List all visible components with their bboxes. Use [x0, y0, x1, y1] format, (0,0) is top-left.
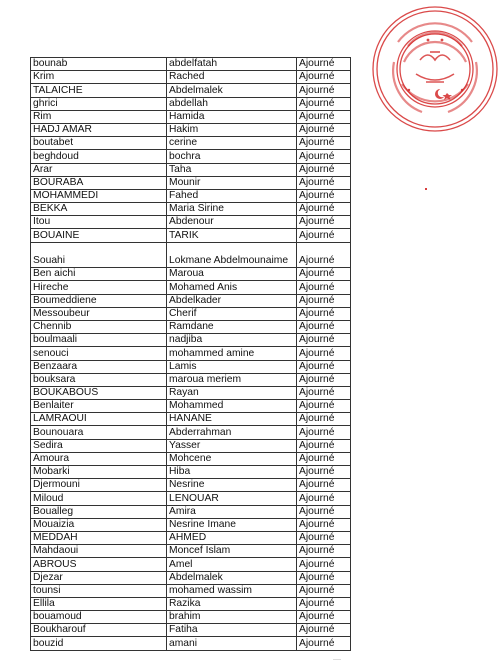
last-name-cell: senouci: [31, 347, 167, 360]
last-name-cell: Djezar: [31, 571, 167, 584]
last-name-cell: Benlaiter: [31, 400, 167, 413]
first-name-cell: Abderrahman: [167, 426, 297, 439]
table-row: [31, 413, 351, 426]
first-name-cell: Razika: [167, 597, 297, 610]
first-name-cell: Hamida: [167, 110, 297, 123]
first-name-cell: Cherif: [167, 307, 297, 320]
table-row: [31, 334, 351, 347]
first-name-cell: Amel: [167, 558, 297, 571]
first-name-cell: Ramdane: [167, 320, 297, 333]
decision-cell: Ajourné: [297, 413, 351, 426]
first-name-cell: Fatiha: [167, 624, 297, 637]
table-row: [31, 558, 351, 571]
table-row: [31, 373, 351, 386]
first-name-cell: Nesrine Imane: [167, 518, 297, 531]
table-row: [31, 163, 351, 176]
last-name-cell: Sedira: [31, 439, 167, 452]
table-row: [31, 360, 351, 373]
first-name-cell: Yasser: [167, 439, 297, 452]
first-name-cell: Fahed: [167, 189, 297, 202]
table-row: [31, 347, 351, 360]
decision-cell: Ajourné: [297, 58, 351, 71]
table-row: [31, 518, 351, 531]
last-name-cell: bouzid: [31, 637, 167, 650]
first-name-cell: Maroua: [167, 268, 297, 281]
last-name-cell: bounab: [31, 58, 167, 71]
first-name-cell: Lokmane Abdelmounaime: [167, 242, 297, 268]
table-row: [31, 216, 351, 229]
last-name-cell: Messoubeur: [31, 307, 167, 320]
first-name-cell: Abdenour: [167, 216, 297, 229]
last-name-cell: Boualleg: [31, 505, 167, 518]
table-row: [31, 479, 351, 492]
decision-cell: Ajourné: [297, 307, 351, 320]
table-row: [31, 320, 351, 333]
decision-cell: Ajourné: [297, 176, 351, 189]
first-name-cell: Abdelmalek: [167, 571, 297, 584]
decision-cell: Ajourné: [297, 150, 351, 163]
table-row: [31, 584, 351, 597]
decision-cell: Ajourné: [297, 386, 351, 399]
first-name-cell: Lamis: [167, 360, 297, 373]
decision-cell: Ajourné: [297, 558, 351, 571]
decision-cell: Ajourné: [297, 334, 351, 347]
table-row: [31, 597, 351, 610]
table-row: [31, 137, 351, 150]
first-name-cell: bochra: [167, 150, 297, 163]
table-row: [31, 123, 351, 136]
last-name-cell: Djermouni: [31, 479, 167, 492]
decision-cell: Ajourné: [297, 203, 351, 216]
decision-cell: Ajourné: [297, 71, 351, 84]
results-table-body: [31, 58, 351, 651]
last-name-cell: Hireche: [31, 281, 167, 294]
decision-cell: Ajourné: [297, 531, 351, 544]
decision-cell: Ajourné: [297, 373, 351, 386]
last-name-cell: ghrici: [31, 97, 167, 110]
last-name-cell: Miloud: [31, 492, 167, 505]
last-name-cell: MOHAMMEDI: [31, 189, 167, 202]
last-name-cell: BEKKA: [31, 203, 167, 216]
first-name-cell: mohamed wassim: [167, 584, 297, 597]
decision-cell: Ajourné: [297, 571, 351, 584]
last-name-cell: MEDDAH: [31, 531, 167, 544]
first-name-cell: Amira: [167, 505, 297, 518]
table-row: [31, 492, 351, 505]
red-ink-dot: [425, 188, 427, 190]
first-name-cell: nadjiba: [167, 334, 297, 347]
table-row: [31, 58, 351, 71]
table-row: [31, 150, 351, 163]
decision-cell: Ajourné: [297, 123, 351, 136]
decision-cell: Ajourné: [297, 216, 351, 229]
decision-cell: Ajourné: [297, 281, 351, 294]
first-name-cell: Abdelmalek: [167, 84, 297, 97]
table-row: [31, 624, 351, 637]
last-name-cell: Arar: [31, 163, 167, 176]
decision-cell: Ajourné: [297, 347, 351, 360]
first-name-cell: Rached: [167, 71, 297, 84]
first-name-cell: Mounir: [167, 176, 297, 189]
decision-cell: Ajourné: [297, 611, 351, 624]
table-row: [31, 452, 351, 465]
decision-cell: Ajourné: [297, 452, 351, 465]
decision-cell: Ajourné: [297, 110, 351, 123]
first-name-cell: Moncef Islam: [167, 545, 297, 558]
decision-cell: Ajourné: [297, 426, 351, 439]
decision-cell: Ajourné: [297, 294, 351, 307]
decision-cell: Ajourné: [297, 466, 351, 479]
scan-mark: [333, 659, 341, 660]
last-name-cell: Mouaizia: [31, 518, 167, 531]
table-row: [31, 505, 351, 518]
first-name-cell: Nesrine: [167, 479, 297, 492]
table-row: [31, 545, 351, 558]
last-name-cell: ABROUS: [31, 558, 167, 571]
last-name-cell: Ben aichi: [31, 268, 167, 281]
first-name-cell: AHMED: [167, 531, 297, 544]
last-name-cell: Souahi: [31, 242, 167, 268]
table-row: [31, 439, 351, 452]
table-row: [31, 176, 351, 189]
decision-cell: Ajourné: [297, 97, 351, 110]
table-row: [31, 268, 351, 281]
table-row: [31, 386, 351, 399]
decision-cell: Ajourné: [297, 268, 351, 281]
first-name-cell: brahim: [167, 611, 297, 624]
table-row: [31, 426, 351, 439]
last-name-cell: tounsi: [31, 584, 167, 597]
decision-cell: Ajourné: [297, 624, 351, 637]
last-name-cell: Mahdaoui: [31, 545, 167, 558]
table-row: [31, 110, 351, 123]
last-name-cell: bouksara: [31, 373, 167, 386]
first-name-cell: Taha: [167, 163, 297, 176]
last-name-cell: BOUKABOUS: [31, 386, 167, 399]
table-row: [31, 611, 351, 624]
last-name-cell: Ellila: [31, 597, 167, 610]
last-name-cell: Boukharouf: [31, 624, 167, 637]
table-row: [31, 84, 351, 97]
table-row: [31, 637, 351, 650]
table-row: [31, 571, 351, 584]
decision-cell: Ajourné: [297, 360, 351, 373]
table-row: [31, 71, 351, 84]
last-name-cell: boulmaali: [31, 334, 167, 347]
table-row: [31, 242, 351, 268]
decision-cell: Ajourné: [297, 242, 351, 268]
last-name-cell: BOUAINE: [31, 229, 167, 242]
last-name-cell: LAMRAOUI: [31, 413, 167, 426]
first-name-cell: abdellah: [167, 97, 297, 110]
table-row: [31, 281, 351, 294]
table-row: [31, 294, 351, 307]
decision-cell: Ajourné: [297, 189, 351, 202]
last-name-cell: bouamoud: [31, 611, 167, 624]
results-table: [30, 57, 351, 651]
last-name-cell: Benzaara: [31, 360, 167, 373]
decision-cell: Ajourné: [297, 637, 351, 650]
results-sheet: [30, 57, 351, 651]
first-name-cell: Rayan: [167, 386, 297, 399]
decision-cell: Ajourné: [297, 320, 351, 333]
last-name-cell: beghdoud: [31, 150, 167, 163]
table-row: [31, 307, 351, 320]
first-name-cell: amani: [167, 637, 297, 650]
last-name-cell: BOURABA: [31, 176, 167, 189]
first-name-cell: Mohamed Anis: [167, 281, 297, 294]
first-name-cell: Hiba: [167, 466, 297, 479]
table-row: [31, 531, 351, 544]
table-row: [31, 189, 351, 202]
decision-cell: Ajourné: [297, 518, 351, 531]
table-row: [31, 400, 351, 413]
decision-cell: Ajourné: [297, 400, 351, 413]
first-name-cell: maroua meriem: [167, 373, 297, 386]
last-name-cell: HADJ AMAR: [31, 123, 167, 136]
last-name-cell: Krim: [31, 71, 167, 84]
first-name-cell: HANANE: [167, 413, 297, 426]
decision-cell: Ajourné: [297, 439, 351, 452]
first-name-cell: Abdelkader: [167, 294, 297, 307]
last-name-cell: Rim: [31, 110, 167, 123]
first-name-cell: cerine: [167, 137, 297, 150]
last-name-cell: boutabet: [31, 137, 167, 150]
table-row: [31, 466, 351, 479]
decision-cell: Ajourné: [297, 84, 351, 97]
table-row: [31, 97, 351, 110]
first-name-cell: abdelfatah: [167, 58, 297, 71]
last-name-cell: Chennib: [31, 320, 167, 333]
first-name-cell: TARIK: [167, 229, 297, 242]
first-name-cell: mohammed amine: [167, 347, 297, 360]
decision-cell: Ajourné: [297, 584, 351, 597]
first-name-cell: Maria Sirine: [167, 203, 297, 216]
decision-cell: Ajourné: [297, 597, 351, 610]
decision-cell: Ajourné: [297, 545, 351, 558]
decision-cell: Ajourné: [297, 479, 351, 492]
last-name-cell: TALAICHE: [31, 84, 167, 97]
last-name-cell: Mobarki: [31, 466, 167, 479]
last-name-cell: Amoura: [31, 452, 167, 465]
last-name-cell: Itou: [31, 216, 167, 229]
first-name-cell: Mohcene: [167, 452, 297, 465]
decision-cell: Ajourné: [297, 137, 351, 150]
last-name-cell: Bounouara: [31, 426, 167, 439]
first-name-cell: LENOUAR: [167, 492, 297, 505]
decision-cell: Ajourné: [297, 229, 351, 242]
university-seal-stamp: [368, 2, 502, 136]
first-name-cell: Hakim: [167, 123, 297, 136]
decision-cell: Ajourné: [297, 163, 351, 176]
first-name-cell: Mohammed: [167, 400, 297, 413]
table-row: [31, 229, 351, 242]
table-row: [31, 203, 351, 216]
last-name-cell: Boumeddiene: [31, 294, 167, 307]
decision-cell: Ajourné: [297, 492, 351, 505]
decision-cell: Ajourné: [297, 505, 351, 518]
